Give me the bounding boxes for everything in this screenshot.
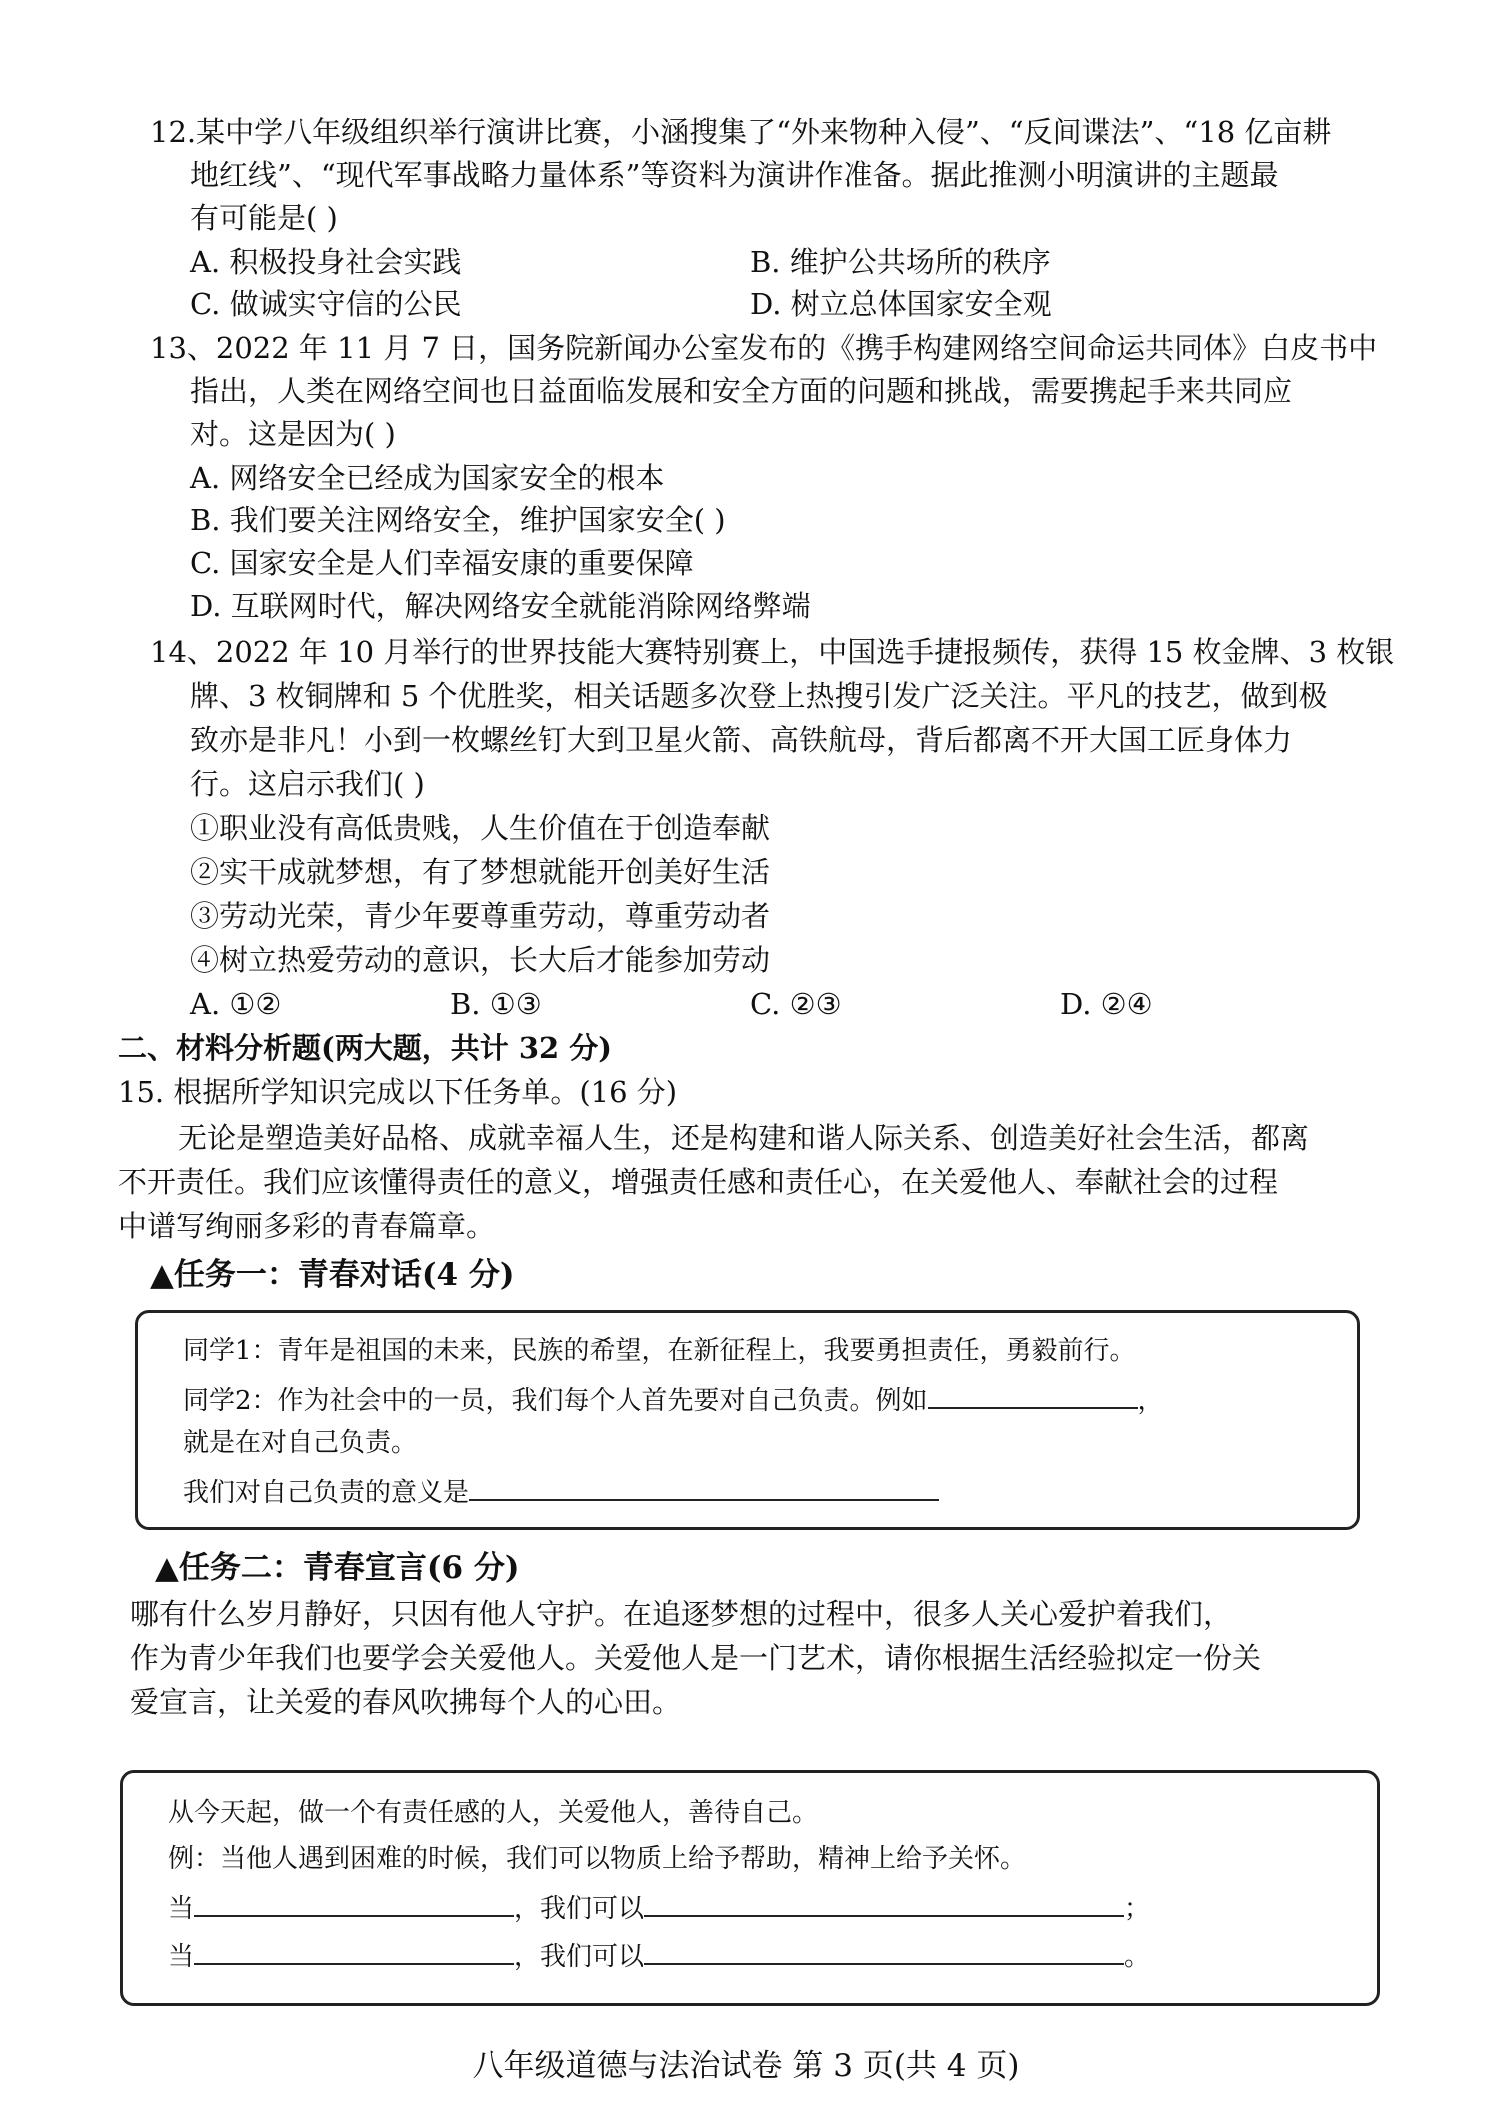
task-1-meaning-text: 我们对自己负责的意义是 <box>183 1478 470 1508</box>
q12-line-1: 12.某中学八年级组织举行演讲比赛，小涵搜集了“外来物种入侵”、“反间谍法”、“18 亿亩耕 <box>150 115 1332 149</box>
section-2-heading: 二、材料分析题(两大题，共计 32 分) <box>118 1031 612 1065</box>
task-2-blank-action-2[interactable] <box>644 1933 1124 1965</box>
task-2-title: ▲任务二：青春宣言(6 分) <box>155 1550 520 1586</box>
task-1-blank-meaning[interactable] <box>469 1469 939 1501</box>
q15-intro-line-3: 中谱写绚丽多彩的青春篇章。 <box>118 1209 496 1243</box>
q14-line-2: 牌、3 枚铜牌和 5 个优胜奖，相关话题多次登上热搜引发广泛关注。平凡的技艺，做到极 <box>190 679 1328 713</box>
q13-line-2: 指出，人类在网络空间也日益面临发展和安全方面的问题和挑战，需要携起手来共同应 <box>190 374 1293 408</box>
q13-option-b: B. 我们要关注网络安全，维护国家安全( ) <box>190 503 726 537</box>
task-2-declaration-line-1: 从今天起，做一个有责任感的人，关爱他人，善待自己。 <box>168 1798 819 1828</box>
q14-statement-1: ①职业没有高低贵贱，人生价值在于创造奉献 <box>190 811 771 845</box>
task-1-dialogue-box <box>135 1310 1360 1530</box>
q15-title: 15. 根据所学知识完成以下任务单。(16 分) <box>118 1075 678 1109</box>
task-1-student-2 <box>183 1377 1164 1421</box>
q14-line-1: 14、2022 年 10 月举行的世界技能大赛特别赛上，中国选手捷报频传，获得 15 枚金牌、3 枚银 <box>150 635 1395 669</box>
q14-option-b: B. ①③ <box>450 987 542 1021</box>
q14-line-3: 致亦是非凡！小到一枚螺丝钉大到卫星火箭、高铁航母，背后都离不开大国工匠身体力 <box>190 723 1293 757</box>
task-2-dang-2: 当 <box>168 1942 195 1972</box>
q13-option-c: C. 国家安全是人们幸福安康的重要保障 <box>190 546 694 580</box>
task-1-title: ▲任务一：青春对话(4 分) <box>150 1257 515 1293</box>
task-2-blank-action-1[interactable] <box>644 1885 1124 1917</box>
task-2-mid-2: ，我们可以 <box>514 1942 645 1972</box>
q14-option-c: C. ②③ <box>750 987 842 1021</box>
q15-intro-line-1: 无论是塑造美好品格、成就幸福人生，还是构建和谐人际关系、创造美好社会生活，都离 <box>178 1121 1310 1155</box>
task-2-intro-line-3: 爱宣言，让关爱的春风吹拂每个人的心田。 <box>130 1685 682 1719</box>
task-2-declaration-box <box>120 1770 1380 2006</box>
q13-option-d: D. 互联网时代，解决网络安全就能消除网络弊端 <box>190 589 811 623</box>
task-2-mid-1: ，我们可以 <box>514 1894 645 1924</box>
task-1-student-2-text: 同学2：作为社会中的一员，我们每个人首先要对自己负责。例如 <box>183 1386 928 1416</box>
page-footer: 八年级道德与法治试卷 第 3 页(共 4 页) <box>472 2048 1020 2084</box>
q12-option-c: C. 做诚实守信的公民 <box>190 287 462 321</box>
task-1-meaning <box>183 1469 939 1513</box>
q12-line-3: 有可能是( ) <box>190 201 338 235</box>
task-2-blank-situation-1[interactable] <box>194 1885 514 1917</box>
q13-line-3: 对。这是因为( ) <box>190 417 396 451</box>
task-2-intro-line-1: 哪有什么岁月静好，只因有他人守护。在追逐梦想的过程中，很多人关心爱护着我们， <box>130 1597 1233 1631</box>
q14-statement-3: ③劳动光荣，青少年要尊重劳动，尊重劳动者 <box>190 899 771 933</box>
q14-statement-4: ④树立热爱劳动的意识，长大后才能参加劳动 <box>190 943 771 977</box>
q12-line-2: 地红线”、“现代军事战略力量体系”等资料为演讲作准备。据此推测小明演讲的主题最 <box>190 158 1279 192</box>
task-2-intro-line-2: 作为青少年我们也要学会关爱他人。关爱他人是一门艺术，请你根据生活经验拟定一份关 <box>130 1641 1262 1675</box>
q14-option-d: D. ②④ <box>1060 987 1153 1021</box>
task-2-dang-1: 当 <box>168 1894 195 1924</box>
q13-option-a: A. 网络安全已经成为国家安全的根本 <box>190 461 665 495</box>
q14-statement-2: ②实干成就梦想，有了梦想就能开创美好生活 <box>190 855 771 889</box>
task-2-fill-line-1 <box>168 1885 1150 1929</box>
task-1-blank-example[interactable] <box>928 1377 1138 1409</box>
task-1-self-responsible: 就是在对自己负责。 <box>183 1428 418 1458</box>
task-2-end-2: 。 <box>1124 1942 1151 1972</box>
q12-option-d: D. 树立总体国家安全观 <box>750 287 1052 321</box>
q13-line-1: 13、2022 年 11 月 7 日，国务院新闻办公室发布的《携手构建网络空间命运共同体》白皮书中 <box>150 331 1378 365</box>
q14-option-a: A. ①② <box>190 987 282 1021</box>
q14-line-4: 行。这启示我们( ) <box>190 767 425 801</box>
q12-option-a: A. 积极投身社会实践 <box>190 245 462 279</box>
q12-option-b: B. 维护公共场所的秩序 <box>750 245 1051 279</box>
q15-intro-line-2: 不开责任。我们应该懂得责任的意义，增强责任感和责任心，在关爱他人、奉献社会的过程 <box>118 1165 1279 1199</box>
task-1-student-1: 同学1：青年是祖国的未来，民族的希望，在新征程上，我要勇担责任，勇毅前行。 <box>183 1336 1136 1366</box>
task-1-student-2-end: ， <box>1137 1386 1164 1416</box>
task-2-end-1: ； <box>1124 1894 1151 1924</box>
task-2-blank-situation-2[interactable] <box>194 1933 514 1965</box>
task-2-fill-line-2 <box>168 1933 1150 1977</box>
task-2-example: 例：当他人遇到困难的时候，我们可以物质上给予帮助，精神上给予关怀。 <box>168 1844 1027 1874</box>
